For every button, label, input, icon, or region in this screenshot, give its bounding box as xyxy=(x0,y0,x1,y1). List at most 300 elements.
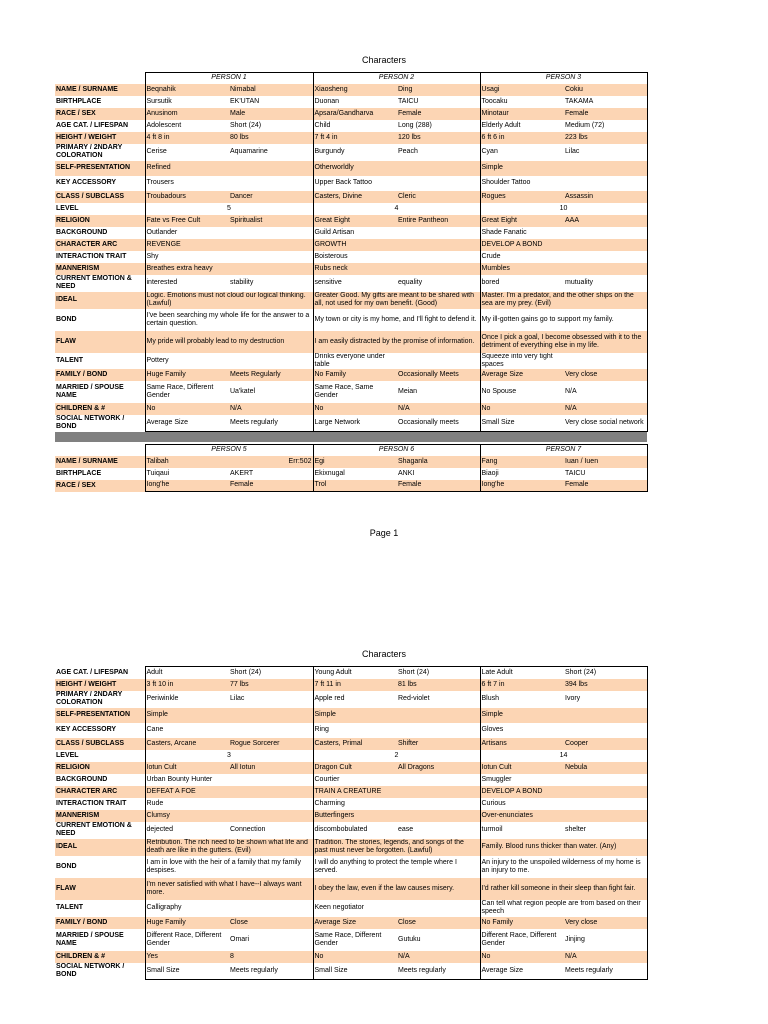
characters-table-1 xyxy=(55,72,648,492)
cell-value: N/A xyxy=(229,403,313,415)
cell-value: Lilac xyxy=(230,695,245,702)
cell-value xyxy=(564,239,647,251)
cell-value: TRAIN A CREATURE xyxy=(313,786,397,798)
cell-value xyxy=(397,263,480,275)
row-label: INTERACTION TRAIT xyxy=(56,252,127,260)
row-label: CHARACTER ARC xyxy=(55,239,145,251)
row-label: RELIGION xyxy=(55,215,145,227)
cell-value xyxy=(397,774,480,786)
cell-value: 4 xyxy=(313,203,480,215)
cell-value: Different Race, Different Gender xyxy=(480,929,564,951)
row-label: CURRENT EMOTION & NEED xyxy=(56,275,132,290)
cell-value: Average Size xyxy=(480,369,564,381)
cell-value: turmoil xyxy=(480,822,564,839)
cell-value: Smuggler xyxy=(480,774,564,786)
row-label: IDEAL xyxy=(55,292,145,309)
row-label: MARRIED / SPOUSE NAME xyxy=(56,383,124,399)
cell-value: No xyxy=(480,403,564,415)
cell-value xyxy=(564,227,647,239)
table-row xyxy=(55,161,647,176)
cell-value: Omari xyxy=(230,935,250,943)
cell-value: Can tell what region people are from based on their speech xyxy=(480,900,647,917)
cell-value: Small Size xyxy=(480,415,564,432)
cell-value: Tuiqaui xyxy=(145,468,229,480)
cell-value: 2 xyxy=(313,750,480,762)
cell-value: N/A xyxy=(564,381,647,403)
person-header: PERSON 7 xyxy=(480,445,647,456)
cell-value xyxy=(397,810,480,822)
table-row xyxy=(55,203,647,215)
cell-value: Boisterous xyxy=(313,251,397,263)
cell-value: Breathes extra heavy xyxy=(145,263,229,275)
cell-value: 10 xyxy=(480,203,647,215)
row-label: IDEAL xyxy=(55,839,145,856)
cell-value: 14 xyxy=(480,750,647,762)
cell-value: My pride will probably lead to my destruction xyxy=(145,331,313,353)
cell-value: bored xyxy=(480,275,564,292)
cell-value: Squeeze into very tight spaces xyxy=(480,353,564,369)
cell-value: Once I pick a goal, I become obsessed with it to the detriment of everything else in my life. xyxy=(480,331,647,353)
table-row xyxy=(55,292,647,309)
cell-value xyxy=(229,723,313,738)
cell-value: 394 lbs xyxy=(564,679,647,691)
cell-value: Guild Artisan xyxy=(313,227,397,239)
table-row xyxy=(55,263,647,275)
cell-value: Shy xyxy=(145,251,229,263)
table-row xyxy=(55,239,647,251)
cell-value: Shifter xyxy=(397,738,480,750)
cell-value: Short (24) xyxy=(564,667,647,679)
header-spacer xyxy=(55,445,145,456)
table-row xyxy=(55,839,647,856)
cell-value: Cleric xyxy=(397,191,480,203)
cell-value: Jinjing xyxy=(564,929,647,951)
table-row xyxy=(55,723,647,738)
row-label: SOCIAL NETWORK / BOND xyxy=(56,963,125,978)
row-label: MANNERISM xyxy=(55,263,145,275)
cell-value: Iong'he xyxy=(145,480,229,492)
row-label: AGE CAT. / LIFESPAN xyxy=(56,668,129,676)
cell-value: ease xyxy=(398,826,414,833)
row-label: CLASS / SUBCLASS xyxy=(55,191,145,203)
table-row xyxy=(55,275,647,292)
cell-value: DEFEAT A FOE xyxy=(145,786,229,798)
cell-value: My town or city is my home, and I'll fight to defend it. xyxy=(313,309,480,331)
cell-value xyxy=(397,723,480,738)
cell-value: Elderly Adult xyxy=(480,120,564,132)
cell-value xyxy=(229,239,313,251)
cell-value: Short (24) xyxy=(229,667,313,679)
cell-value xyxy=(397,786,480,798)
row-label: RACE / SEX xyxy=(55,108,145,120)
cell-value: Spiritualist xyxy=(229,215,313,227)
cell-value: REVENGE xyxy=(145,239,229,251)
cell-value: ANKI xyxy=(398,469,415,477)
table-row xyxy=(55,176,647,191)
table-row xyxy=(55,900,647,917)
cell-value: No xyxy=(313,951,397,963)
table-row xyxy=(55,215,647,227)
cell-value: Meets regularly xyxy=(229,415,313,432)
cell-value: Meets regularly xyxy=(564,963,647,980)
row-label: BACKGROUND xyxy=(56,228,108,236)
cell-value: Very close xyxy=(564,917,647,929)
cell-value xyxy=(397,353,480,369)
cell-value: Troubadours xyxy=(145,191,229,203)
cell-value: Casters, Arcane xyxy=(145,738,229,750)
cell-value: Talibah xyxy=(145,456,229,468)
cell-value xyxy=(564,810,647,822)
cell-value: Artisans xyxy=(480,738,564,750)
cell-value: Occasionally meets xyxy=(397,415,480,432)
header-spacer xyxy=(55,73,145,84)
cell-value: No xyxy=(480,951,564,963)
cell-value: Shade Fanatic xyxy=(480,227,564,239)
cell-value: Entire Pantheon xyxy=(397,215,480,227)
cell-value: Fang xyxy=(480,456,564,468)
cell-value xyxy=(229,227,313,239)
cell-value: TAICU xyxy=(564,468,647,480)
cell-value: Simple xyxy=(145,708,229,723)
cell-value: sensitive xyxy=(313,275,397,292)
row-label: TALENT xyxy=(56,904,84,911)
cell-value: Beqnahik xyxy=(145,84,229,96)
cell-value: TAKAMA xyxy=(564,96,647,108)
cell-value: Female xyxy=(397,480,480,492)
cell-value: Trol xyxy=(313,480,397,492)
cell-value: 223 lbs xyxy=(564,132,647,144)
row-label: PRIMARY / 2NDARY COLORATION xyxy=(56,144,123,159)
cell-value: I'm never satisfied with what I have--I always want more. xyxy=(145,878,313,900)
table-row xyxy=(55,810,647,822)
cell-value: All Iotun xyxy=(229,762,313,774)
cell-value: Duonan xyxy=(313,96,397,108)
table-row xyxy=(55,929,647,951)
cell-value: Simple xyxy=(480,708,564,723)
cell-value: Cane xyxy=(145,723,229,738)
cell-value: Cyan xyxy=(480,144,564,161)
row-label: RELIGION xyxy=(55,762,145,774)
cell-value: No Family xyxy=(480,917,564,929)
table-row xyxy=(55,415,647,432)
cell-value xyxy=(229,263,313,275)
table-row xyxy=(55,738,647,750)
cell-value: Iotun Cult xyxy=(480,762,564,774)
table-row xyxy=(55,679,647,691)
cell-value: Shoulder Tattoo xyxy=(480,176,564,191)
cell-value: I've been searching my whole life for the answer to a certain question. xyxy=(145,309,313,331)
cell-value: Cooper xyxy=(564,738,647,750)
cell-value: Usagi xyxy=(480,84,564,96)
cell-value: I'd rather kill someone in their sleep than fight fair. xyxy=(480,878,647,900)
cell-value: Rude xyxy=(145,798,229,810)
cell-value: Burgundy xyxy=(313,144,397,161)
cell-value xyxy=(564,353,647,369)
row-label: AGE CAT. / LIFESPAN xyxy=(56,121,129,129)
table-row xyxy=(55,917,647,929)
cell-value: An injury to the unspoiled wilderness of my home is an injury to me. xyxy=(480,856,647,878)
cell-value: Meets regularly xyxy=(397,963,480,980)
characters-table-2 xyxy=(55,666,648,980)
person-header: PERSON 2 xyxy=(313,73,480,84)
row-label: CHILDREN & # xyxy=(55,403,145,415)
row-label: RACE / SEX xyxy=(55,480,145,492)
page-title-2: Characters xyxy=(361,649,406,659)
cell-value xyxy=(229,810,313,822)
table-row xyxy=(55,856,647,878)
cell-value: Iong'he xyxy=(480,480,564,492)
cell-value: Ivory xyxy=(564,691,647,708)
cell-value: N/A xyxy=(564,403,647,415)
table-row xyxy=(55,309,647,331)
person-header: PERSON 5 xyxy=(145,445,313,456)
cell-value: Connection xyxy=(230,826,266,833)
cell-value xyxy=(397,227,480,239)
cell-value: Average Size xyxy=(480,963,564,980)
cell-value: 6 ft 6 in xyxy=(480,132,564,144)
cell-value xyxy=(564,161,647,176)
row-label: CURRENT EMOTION & NEED xyxy=(56,822,132,837)
cell-value xyxy=(397,161,480,176)
row-label: FLAW xyxy=(55,331,145,353)
cell-value: 3 ft 10 in xyxy=(145,679,229,691)
cell-value: Huge Family xyxy=(145,369,229,381)
row-label: LEVEL xyxy=(56,204,79,212)
row-label: NAME / SURNAME xyxy=(55,456,145,468)
cell-value: Charming xyxy=(313,798,397,810)
cell-value: Crude xyxy=(480,251,564,263)
cell-value: Female xyxy=(564,480,647,492)
error-value: Err:502 xyxy=(229,456,313,468)
cell-value: Long (288) xyxy=(398,121,432,129)
cell-value: Shaganla xyxy=(397,456,480,468)
cell-value: Outlander xyxy=(145,227,229,239)
cell-value: Same Race, Same Gender xyxy=(313,381,397,403)
cell-value: N/A xyxy=(397,403,480,415)
cell-value: Master. I'm a predator, and the other ships on the sea are my prey. (Evil) xyxy=(480,292,647,309)
table-row xyxy=(55,822,647,839)
cell-value: Ring xyxy=(313,723,397,738)
cell-value: No xyxy=(313,403,397,415)
cell-value xyxy=(229,900,313,917)
cell-value: Peach xyxy=(398,148,418,155)
table-row xyxy=(55,786,647,798)
page-number: Page 1 xyxy=(369,528,399,538)
cell-value: Minotaur xyxy=(480,108,564,120)
cell-value: Meets regularly xyxy=(229,963,313,980)
cell-value: 80 lbs xyxy=(229,132,313,144)
cell-value xyxy=(564,251,647,263)
cell-value: No Family xyxy=(313,369,397,381)
cell-value: Over-enunciates xyxy=(480,810,564,822)
cell-value xyxy=(229,176,313,191)
cell-value xyxy=(564,774,647,786)
row-label: SELF-PRESENTATION xyxy=(55,708,145,723)
cell-value: Red-violet xyxy=(398,695,430,702)
cell-value: Assassin xyxy=(564,191,647,203)
table-row xyxy=(55,381,647,403)
cell-value: Iotun Cult xyxy=(145,762,229,774)
cell-value: 120 lbs xyxy=(397,132,480,144)
cell-value xyxy=(564,176,647,191)
cell-value xyxy=(229,161,313,176)
cell-value: 5 xyxy=(145,203,313,215)
cell-value: 81 lbs xyxy=(397,679,480,691)
cell-value: TAICU xyxy=(398,97,419,105)
cell-value: Toocaku xyxy=(480,96,564,108)
cell-value: All Dragons xyxy=(397,762,480,774)
table-row xyxy=(55,468,647,480)
table-row xyxy=(55,251,647,263)
cell-value: Male xyxy=(229,108,313,120)
cell-value: Egi xyxy=(313,456,397,468)
cell-value: Refined xyxy=(145,161,229,176)
cell-value: Retribution. The rich need to be shown what life and death are like in the gutters. (Evil) xyxy=(145,839,313,856)
cell-value: Xiaosheng xyxy=(313,84,397,96)
table-row xyxy=(55,774,647,786)
cell-value: Curious xyxy=(480,798,564,810)
cell-value: mutuality xyxy=(564,275,647,292)
cell-value: AKERT xyxy=(230,469,254,477)
cell-value: Aquamarine xyxy=(230,148,268,155)
cell-value: Different Race, Different Gender xyxy=(145,929,229,951)
cell-value: Nebula xyxy=(564,762,647,774)
cell-value: DEVELOP A BOND xyxy=(480,239,564,251)
cell-value: I am in love with the heir of a family that my family despises. xyxy=(145,856,313,878)
table-row xyxy=(55,798,647,810)
table-row xyxy=(55,191,647,203)
row-label: MARRIED / SPOUSE NAME xyxy=(56,931,124,947)
table-row xyxy=(55,667,647,679)
cell-value: Average Size xyxy=(145,415,229,432)
cell-value xyxy=(564,263,647,275)
person-header: PERSON 1 xyxy=(145,73,313,84)
cell-value: Dragon Cult xyxy=(313,762,397,774)
cell-value xyxy=(229,708,313,723)
table-row xyxy=(55,963,647,980)
cell-value: N/A xyxy=(564,951,647,963)
person-header: PERSON 3 xyxy=(480,73,647,84)
cell-value: Otherworldly xyxy=(313,161,397,176)
cell-value: Child xyxy=(313,120,397,132)
cell-value xyxy=(229,353,313,369)
row-label: FLAW xyxy=(55,878,145,900)
cell-value: Upper Back Tattoo xyxy=(313,176,397,191)
row-label: CHARACTER ARC xyxy=(55,786,145,798)
page-title-1: Characters xyxy=(361,55,406,65)
cell-value: AAA xyxy=(564,215,647,227)
cell-value: Great Eight xyxy=(313,215,397,227)
cell-value xyxy=(564,708,647,723)
cell-value: 3 xyxy=(145,750,313,762)
table-row xyxy=(55,369,647,381)
cell-value: Young Adult xyxy=(313,667,397,679)
cell-value: stability xyxy=(230,279,254,286)
row-label: FAMILY / BOND xyxy=(55,917,145,929)
cell-value: Urban Bounty Hunter xyxy=(145,774,229,786)
cell-value: Average Size xyxy=(313,917,397,929)
cell-value: Sursutik xyxy=(145,96,229,108)
cell-value: Blush xyxy=(480,691,564,708)
cell-value: Meian xyxy=(398,387,418,395)
cell-value: shelter xyxy=(564,822,647,839)
row-label: INTERACTION TRAIT xyxy=(56,799,127,807)
cell-value: Periwinkle xyxy=(145,691,229,708)
cell-value xyxy=(229,251,313,263)
row-label: BIRTHPLACE xyxy=(56,97,102,105)
cell-value: Casters, Divine xyxy=(313,191,397,203)
cell-value: Simple xyxy=(480,161,564,176)
table-row xyxy=(55,120,647,132)
row-label: TALENT xyxy=(56,356,84,364)
row-label: HEIGHT / WEIGHT xyxy=(55,132,145,144)
cell-value: Ua'katel xyxy=(230,387,256,395)
cell-value: I obey the law, even if the law causes misery. xyxy=(313,878,480,900)
cell-value: Meets Regularly xyxy=(229,369,313,381)
cell-value: Rogue Sorcerer xyxy=(229,738,313,750)
cell-value: Occasionally Meets xyxy=(397,369,480,381)
cell-value: Pottery xyxy=(145,353,229,369)
cell-value: Adolescent xyxy=(145,120,229,132)
table-row xyxy=(55,227,647,239)
table-row xyxy=(55,353,647,369)
row-label: HEIGHT / WEIGHT xyxy=(55,679,145,691)
table-row xyxy=(55,403,647,415)
cell-value: Iuan / Iuen xyxy=(564,456,647,468)
cell-value: Female xyxy=(229,480,313,492)
cell-value: Greater Good. My gifts are meant to be shared with all, not used for my own benefit. (Good) xyxy=(313,292,480,309)
table-row xyxy=(55,331,647,353)
cell-value: Gutuku xyxy=(398,935,421,943)
row-label: SOCIAL NETWORK / BOND xyxy=(56,415,125,430)
cell-value: Yes xyxy=(145,951,229,963)
cell-value: Dancer xyxy=(229,191,313,203)
cell-value: Apsara/Gandharva xyxy=(313,108,397,120)
cell-value: 4 ft 8 in xyxy=(145,132,229,144)
row-label: BIRTHPLACE xyxy=(56,469,102,477)
cell-value xyxy=(229,798,313,810)
cell-value xyxy=(564,786,647,798)
cell-value: Small Size xyxy=(145,963,229,980)
cell-value xyxy=(397,708,480,723)
cell-value xyxy=(229,786,313,798)
cell-value: Rogues xyxy=(480,191,564,203)
cell-value: Fate vs Free Cult xyxy=(145,215,229,227)
row-label: LEVEL xyxy=(56,751,79,759)
table-row xyxy=(55,878,647,900)
row-label: SELF-PRESENTATION xyxy=(55,161,145,176)
cell-value: Great Eight xyxy=(480,215,564,227)
table-row xyxy=(55,84,647,96)
cell-value xyxy=(397,176,480,191)
row-label: KEY ACCESSORY xyxy=(56,726,117,733)
cell-value: Gloves xyxy=(480,723,564,738)
person-header: PERSON 6 xyxy=(313,445,480,456)
cell-value: DEVELOP A BOND xyxy=(480,786,564,798)
cell-value: Ding xyxy=(397,84,480,96)
table-row xyxy=(55,951,647,963)
cell-value: No xyxy=(145,403,229,415)
cell-value: Casters, Primal xyxy=(313,738,397,750)
cell-value: Courtier xyxy=(313,774,397,786)
cell-value: Keen negotiator xyxy=(313,900,397,917)
cell-value: My ill-gotten gains go to support my family. xyxy=(480,309,647,331)
cell-value xyxy=(564,723,647,738)
cell-value: 77 lbs xyxy=(229,679,313,691)
row-label: CHILDREN & # xyxy=(55,951,145,963)
table-row xyxy=(55,456,647,468)
row-label: NAME / SURNAME xyxy=(55,84,145,96)
